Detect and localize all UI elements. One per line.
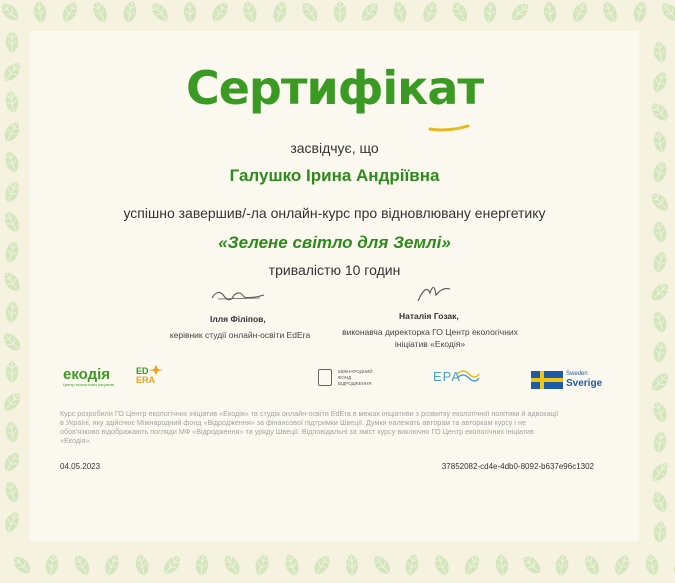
leaf-decoration	[4, 420, 19, 443]
leaf-decoration	[495, 554, 510, 577]
leaf-decoration	[241, 0, 260, 24]
epa-wave-icon	[455, 366, 481, 384]
issue-date: 04.05.2023	[60, 462, 101, 471]
logo-irf-line3: ВІДРОДЖЕННЯ	[338, 381, 372, 386]
leaf-decoration	[195, 554, 208, 576]
leaf-decoration	[403, 553, 420, 577]
leaf-decoration	[0, 60, 23, 84]
leaf-decoration	[346, 554, 359, 576]
disclaimer-line3: обов'язково відображають погляди МФ «Відродження» та уряду Швеції. Відповідальні за зміст курсу виключно ГО Центр екологічних ініціатив	[60, 427, 534, 436]
signature-name-gozak: Наталія Гозак,	[399, 311, 459, 321]
leaf-decoration	[652, 40, 667, 63]
leaf-decoration	[0, 0, 22, 24]
leaf-decoration	[5, 301, 20, 324]
leaf-decoration	[0, 390, 23, 414]
leaf-decoration	[461, 553, 482, 578]
leaf-decoration	[253, 553, 272, 577]
signature-role-gozak-line2: ініціатив «Екодія»	[394, 339, 466, 349]
logo-edera	[136, 367, 155, 385]
leaf-decoration	[391, 0, 408, 24]
leaf-decoration	[420, 0, 440, 24]
logo-ekodia-name: екодія	[63, 366, 111, 383]
leaf-decoration	[6, 361, 19, 383]
recipient-name: Галушко Ірина Андріївна	[229, 166, 440, 185]
leaf-decoration	[90, 0, 110, 24]
leaf-decoration	[6, 31, 19, 53]
leaf-decoration	[334, 1, 347, 23]
leaf-decoration	[652, 340, 668, 364]
leaf-decoration	[4, 90, 20, 113]
signature-gozak-image	[414, 279, 454, 305]
leaf-decoration	[3, 240, 20, 264]
leaf-decoration	[1, 120, 23, 145]
leaf-decoration	[134, 553, 151, 577]
certifies-text: засвідчує, що	[290, 140, 379, 156]
completed-text: успішно завершив/-ла онлайн-курс про відновлювану енергетику	[123, 205, 546, 221]
leaf-decoration	[299, 0, 321, 24]
signature-role-filipov: керівник студії онлайн-освіти EdEra	[169, 330, 311, 340]
leaf-decoration	[582, 553, 603, 578]
leaf-decoration	[2, 180, 22, 205]
leaf-decoration	[358, 0, 381, 24]
leaf-decoration	[44, 553, 59, 576]
leaf-decoration	[221, 553, 243, 578]
leaf-decoration	[1, 270, 23, 295]
leaf-decoration	[644, 553, 660, 577]
leaf-decoration	[32, 0, 47, 23]
irf-mark-icon	[318, 369, 332, 386]
leaf-decoration	[653, 521, 667, 544]
leaf-decoration	[370, 553, 393, 577]
leaf-decoration	[71, 553, 92, 578]
leaf-decoration	[648, 190, 672, 214]
leaf-decoration	[271, 0, 289, 24]
leaf-decoration	[650, 70, 669, 95]
leaf-decoration	[1, 450, 23, 475]
certificate-id: 37852082-cd4e-4db0-8092-b637e96c1302	[441, 462, 594, 471]
leaf-decoration	[600, 0, 620, 24]
logo-ekodia	[63, 367, 114, 387]
logo-sweden-line1: Sweden	[566, 371, 588, 377]
leaf-decoration	[542, 0, 557, 23]
leaf-decoration	[3, 480, 21, 504]
leaf-decoration	[632, 0, 648, 24]
logo-epa-name: EPA	[433, 369, 462, 384]
title-swoosh-decoration	[428, 123, 470, 133]
logo-edera-line1: ED	[136, 366, 149, 376]
duration-text: тривалістю 10 годин	[268, 262, 401, 278]
leaf-decoration	[651, 250, 668, 274]
leaf-decoration	[0, 330, 23, 354]
leaf-decoration	[3, 150, 21, 174]
leaf-decoration	[148, 0, 171, 24]
disclaimer-line2: в Україні, яку здійснює Міжнародний фонд «Відродження» за фінансової підтримки Швеції. Думки належать авторам та авторкам курсу і не	[60, 418, 526, 427]
leaf-decoration	[649, 460, 672, 485]
leaf-decoration	[160, 553, 183, 577]
disclaimer-line1: Курс розробили ГО Центр екологічних ініціатив «Екодія» та студія онлайн-освіти EdEra в межах ініціативи з розвитку екологічної політики й адвокації	[60, 409, 559, 418]
sweden-flag-icon	[531, 371, 563, 389]
signature-role-gozak	[330, 327, 530, 349]
leaf-decoration	[658, 0, 675, 24]
leaf-decoration	[2, 210, 22, 235]
leaf-decoration	[59, 0, 80, 24]
leaf-decoration	[652, 130, 668, 154]
logo-irf-line1: МІЖНАРОДНИЙ	[338, 369, 373, 374]
leaf-decoration	[612, 553, 632, 578]
logo-edera-line2: ERA	[136, 375, 156, 385]
course-disclaimer	[60, 409, 610, 445]
leaf-decoration	[648, 100, 671, 124]
leaf-decoration	[652, 430, 667, 453]
leaf-decoration	[311, 553, 333, 578]
leaf-decoration	[650, 490, 670, 515]
leaf-decoration	[432, 553, 452, 578]
leaf-decoration	[183, 1, 196, 23]
leaf-decoration	[570, 0, 591, 24]
edera-star-icon	[149, 365, 163, 375]
logo-ekodia-tagline: Центр екологічних ініціатив	[63, 382, 114, 387]
logo-irf-line2: ФОНД	[338, 375, 352, 380]
certificate-title: Сертифікат	[185, 61, 484, 115]
leaf-decoration	[648, 280, 672, 304]
leaf-decoration	[10, 553, 34, 577]
leaf-decoration	[449, 0, 470, 24]
leaf-decoration	[508, 0, 532, 24]
leaf-decoration	[520, 553, 544, 577]
leaf-decoration	[209, 0, 231, 24]
leaf-decoration	[122, 0, 139, 24]
signature-role-gozak-line1: виконавча директорка ГО Центр екологічних	[342, 327, 518, 337]
leaf-decoration	[483, 1, 498, 24]
leaf-decoration	[670, 553, 675, 577]
leaf-decoration	[651, 310, 669, 334]
logo-epa	[433, 368, 461, 386]
leaf-decoration	[2, 510, 22, 535]
leaf-decoration	[651, 400, 670, 424]
leaf-decoration	[283, 553, 301, 577]
course-name: «Зелене світло для Землі»	[218, 233, 451, 252]
leaf-decoration	[102, 553, 122, 578]
leaf-decoration	[651, 220, 668, 244]
disclaimer-line4: «Екодія».	[60, 436, 92, 445]
logo-sweden-line2: Sverige	[566, 378, 603, 389]
leaf-decoration	[554, 553, 569, 576]
leaf-decoration	[648, 370, 671, 394]
signature-filipov-image	[210, 286, 266, 304]
certificate-card	[30, 31, 639, 541]
signature-name-filipov: Ілля Філіпов,	[210, 314, 266, 324]
leaf-decoration	[651, 160, 669, 184]
